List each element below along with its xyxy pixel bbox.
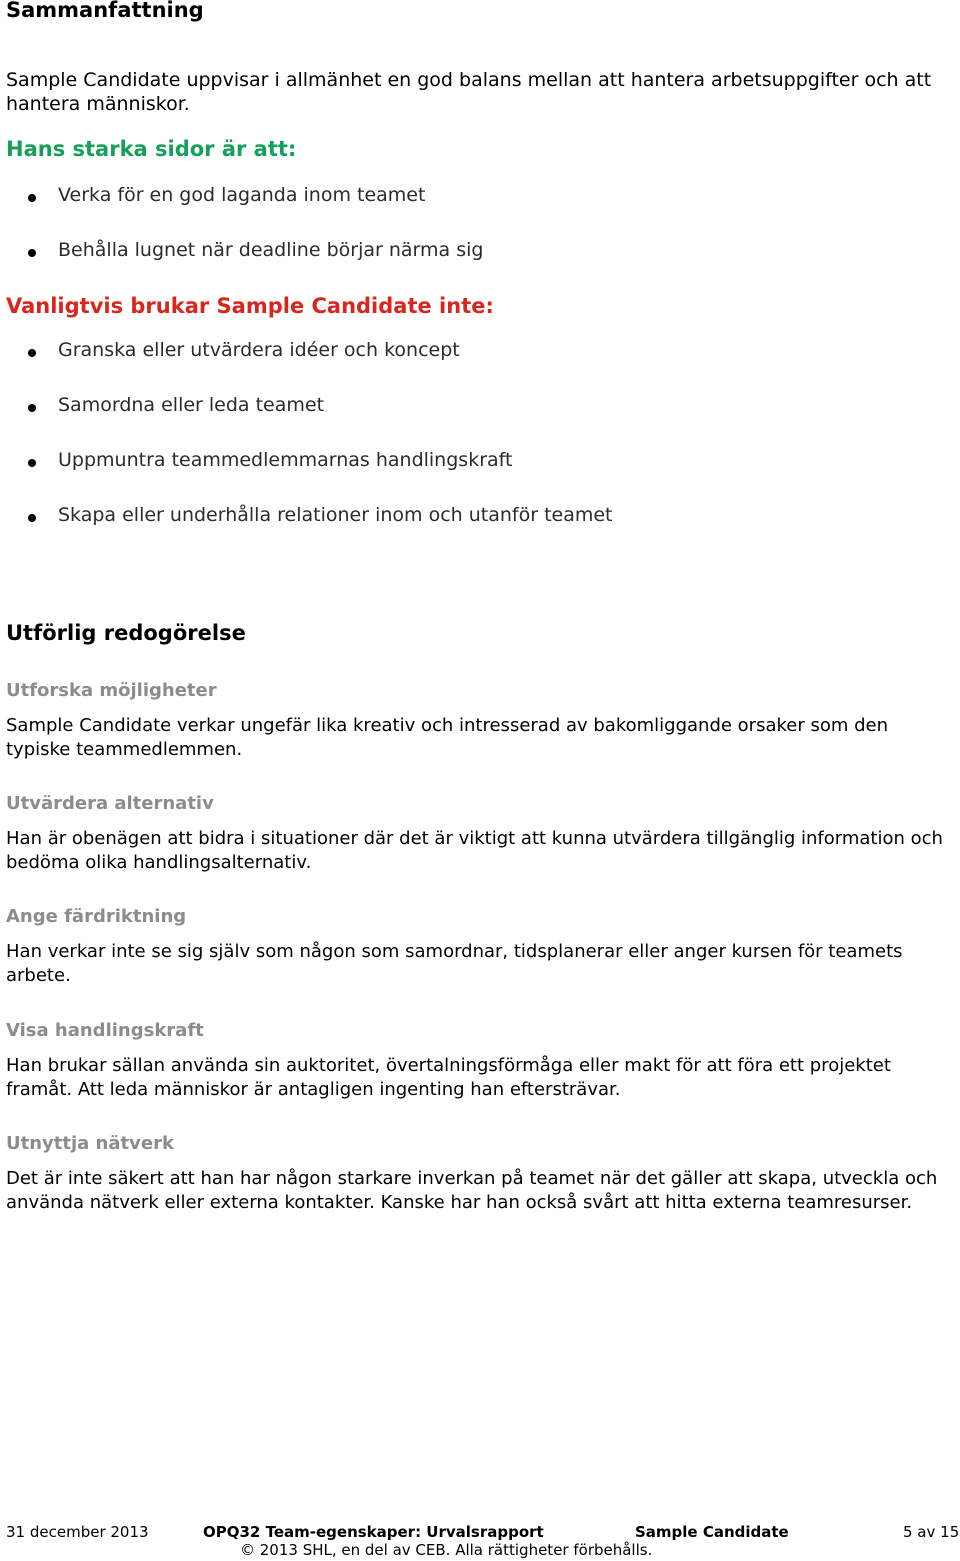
section-title: Utvärdera alternativ	[6, 793, 214, 814]
section-text: Han verkar inte se sig själv som någon som samordnar, tidsplanerar eller anger kursen för teamets arbete.	[6, 941, 903, 986]
strengths-heading: Hans starka sidor är att:	[6, 137, 297, 161]
footer-page-number: 5 av 15	[903, 1523, 960, 1541]
list-item-text: Samordna eller leda teamet	[58, 394, 325, 416]
bullet-icon	[28, 194, 36, 202]
list-item-text: Skapa eller underhålla relationer inom och utanför teamet	[58, 504, 613, 526]
bullet-icon	[28, 459, 36, 467]
section-text: Han är obenägen att bidra i situationer där det är viktigt att kunna utvärdera tillgänglig information och bedöma olika handlingsalternativ.	[6, 828, 943, 873]
weaknesses-heading: Vanligtvis brukar Sample Candidate inte:	[6, 294, 494, 318]
summary-heading: Sammanfattning	[6, 0, 204, 22]
footer-report-title: OPQ32 Team-egenskaper: Urvalsrapport	[203, 1523, 544, 1541]
summary-intro: Sample Candidate uppvisar i allmänhet en god balans mellan att hantera arbetsuppgifter och att hantera människor.	[6, 69, 932, 115]
bullet-icon	[28, 249, 36, 257]
bullet-icon	[28, 349, 36, 357]
section-text: Han brukar sällan använda sin auktoritet, övertalningsförmåga eller makt för att föra ett projektet framåt. Att leda människor är antagligen ingenting han eftersträvar.	[6, 1055, 891, 1100]
section-text: Det är inte säkert att han har någon starkare inverkan på teamet när det gäller att skapa, utveckla och använda nätverk eller externa kontakter. Kanske har han också svårt att hitta externa teamresurser.	[6, 1168, 938, 1213]
list-item-text: Behålla lugnet när deadline börjar närma sig	[58, 239, 484, 261]
section-title: Utnyttja nätverk	[6, 1133, 174, 1154]
section-text: Sample Candidate verkar ungefär lika kreativ och intresserad av bakomliggande orsaker som den typiske teammedlemmen.	[6, 715, 889, 760]
footer-candidate: Sample Candidate	[635, 1523, 789, 1541]
section-title: Visa handlingskraft	[6, 1020, 204, 1041]
list-item-text: Uppmuntra teammedlemmarnas handlingskraft	[58, 449, 513, 471]
list-item-text: Granska eller utvärdera idéer och koncept	[58, 339, 460, 361]
bullet-icon	[28, 404, 36, 412]
section-title: Ange färdriktning	[6, 906, 187, 927]
footer-date: 31 december 2013	[6, 1523, 149, 1541]
detail-heading: Utförlig redogörelse	[6, 621, 246, 645]
list-item-text: Verka för en god laganda inom teamet	[58, 184, 426, 206]
footer-copyright: © 2013 SHL, en del av CEB. Alla rättigheter förbehålls.	[240, 1541, 653, 1559]
bullet-icon	[28, 514, 36, 522]
section-title: Utforska möjligheter	[6, 680, 217, 701]
